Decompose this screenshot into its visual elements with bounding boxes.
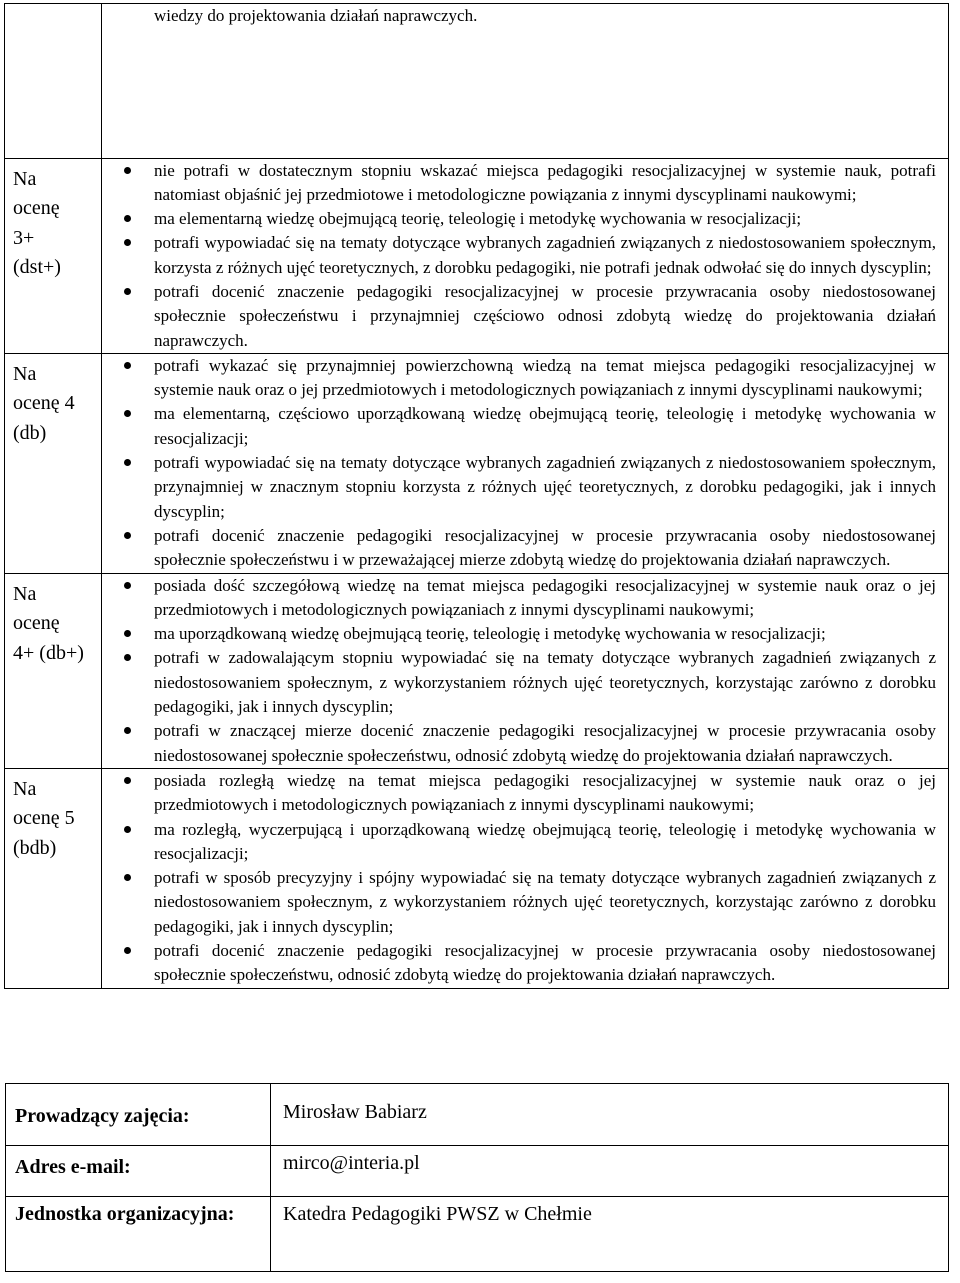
grade-label (5, 353, 102, 573)
grade-label-line (13, 10, 97, 40)
grade-label (5, 573, 102, 768)
grade-label (5, 4, 102, 159)
grade-label-line: (bdb) (13, 836, 57, 859)
criteria-list (102, 159, 936, 353)
grading-criteria-table (4, 3, 949, 989)
grade-label-line: ocenę 4 (13, 392, 75, 415)
grade-criteria (102, 158, 949, 353)
grade-label-line: ocenę 5 (13, 807, 75, 830)
criteria-list (102, 769, 936, 988)
grade-row (5, 353, 949, 573)
course-info-table (5, 1083, 949, 1272)
grade-label-line: 3+ (13, 226, 35, 249)
grade-label-line (13, 69, 97, 99)
grade-label-line: Na (13, 777, 37, 800)
criteria-item: potrafi w sposób precyzyjny i spójny wypowiadać się na tematy dotyczące wybranych zagadnień związanych z niedostosowaniem społecznym, z wykorzystaniem różnych ujęć teoretycznych, korzystając zarówno z dorobku pedagogiki, jak i innych dyscyplin; (102, 866, 936, 939)
unit-value: Katedra Pedagogiki PWSZ w Chełmie (271, 1197, 949, 1272)
grade-row (5, 573, 949, 768)
grade-label-line (13, 128, 97, 158)
criteria-item: potrafi docenić znaczenie pedagogiki resocjalizacyjnej w procesie przywracania osoby niedostosowanej społecznie społeczeństwu, odnosić zdobytą wiedzę do projektowania działań naprawczych. (102, 939, 936, 988)
grade-criteria (102, 768, 949, 988)
grade-label-line: 4+ (db+) (13, 641, 84, 664)
criteria-item: potrafi wykazać się przynajmniej powierzchowną wiedzą na temat miejsca pedagogiki resocjalizacyjnej w systemie nauk oraz o jej przedmiotowych i metodologicznych powiązaniach z innymi dyscyplinami naukowymi; (102, 354, 936, 403)
criteria-item: potrafi wypowiadać się na tematy dotyczące wybranych zagadnień związanych z niedostosowaniem społecznym, przynajmniej w znacznym stopniu korzysta z różnych ujęć teoretycznych, z dorobku pedagogiki, jak i innych dyscyplin; (102, 451, 936, 524)
grade-label-line: Na (13, 582, 37, 605)
criteria-item: ma rozległą, wyczerpującą i uporządkowaną wiedzę obejmującą teorię, teleologię i metodykę wychowania w resocjalizacji; (102, 818, 936, 867)
grade-label-line: (dst+) (13, 256, 61, 278)
grade-label (5, 768, 102, 988)
criteria-item: posiada dość szczegółową wiedzę na temat miejsca pedagogiki resocjalizacyjnej w systemie nauk oraz o jej przedmiotowych i metodologicznych powiązaniach z innymi dyscyplinami naukowymi; (102, 574, 936, 623)
criteria-item: posiada rozległą wiedzę na temat miejsca pedagogiki resocjalizacyjnej w systemie nauk oraz o jej przedmiotowych i metodologicznych powiązaniach z innymi dyscyplinami naukowymi; (102, 769, 936, 818)
unit-label: Jednostka organizacyjna: (6, 1197, 271, 1272)
email-value[interactable]: mirco@interia.pl (271, 1146, 949, 1197)
criteria-item: potrafi wypowiadać się na tematy dotyczące wybranych zagadnień związanych z niedostosowaniem społecznym, korzysta z różnych ujęć teoretycznych, z dorobku pedagogiki, nie potrafi jednak odwołać się do innych dyscyplin; (102, 231, 936, 280)
criteria-item: potrafi docenić znaczenie pedagogiki resocjalizacyjnej w procesie przywracania osoby niedostosowanej społecznie społeczeństwu i przynajmniej częściowo odnosi zdobytą wiedzę do projektowania działań naprawczych. (102, 280, 936, 353)
criteria-item: potrafi docenić znaczenie pedagogiki resocjalizacyjnej w procesie przywracania osoby niedostosowanej społecznie społeczeństwu i w przeważającej mierze zdobytą wiedzę do projektowania działań naprawczych. (102, 524, 936, 573)
criteria-list (102, 354, 936, 573)
unit-row (6, 1197, 949, 1272)
grade-row (5, 158, 949, 353)
continued-text: wiedzy do projektowania działań naprawczych. (154, 6, 478, 25)
grade-criteria (102, 4, 949, 159)
grade-label-line: Na (13, 362, 37, 385)
email-row (6, 1146, 949, 1197)
criteria-item: ma uporządkowaną wiedzę obejmującą teorię, teleologię i metodykę wychowania w resocjalizacji; (102, 622, 936, 646)
criteria-item: potrafi w znaczącej mierze docenić znaczenie pedagogiki resocjalizacyjnej w procesie przywracania osoby niedostosowanej społecznie społeczeństwu, odnosić zdobytą wiedzę do projektowania działań naprawczych. (102, 719, 936, 768)
criteria-list (102, 574, 936, 768)
grade-label-line (13, 40, 97, 70)
criteria-item: potrafi w zadowalającym stopniu wypowiadać się na tematy dotyczące wybranych zagadnień związanych z niedostosowaniem społecznym, z wykorzystaniem różnych ujęć teoretycznych, korzystając zarówno z dorobku pedagogiki, jak i innych dyscyplin; (102, 646, 936, 719)
grade-label-line: (db) (13, 421, 47, 444)
criteria-item: nie potrafi w dostatecznym stopniu wskazać miejsca pedagogiki resocjalizacyjnej w systemie nauk, potrafi natomiast objaśnić jej przedmiotowe i metodologiczne powiązania z innymi dyscyplinami naukowymi; (102, 159, 936, 208)
lecturer-name: Mirosław Babiarz (271, 1084, 949, 1146)
lecturer-label: Prowadzący zajęcia: (6, 1084, 271, 1146)
grade-label-line (13, 99, 97, 129)
criteria-item: ma elementarną wiedzę obejmującą teorię, teleologię i metodykę wychowania w resocjalizacji; (102, 207, 936, 231)
email-label: Adres e-mail: (6, 1146, 271, 1197)
lecturer-row (6, 1084, 949, 1146)
grade-label-line: ocenę (13, 612, 60, 635)
criteria-item: ma elementarną, częściowo uporządkowaną wiedzę obejmującą teorię, teleologię i metodykę wychowania w resocjalizacji; (102, 402, 936, 451)
grade-row (5, 768, 949, 988)
grade-label-line: Na (13, 167, 37, 190)
grade-criteria (102, 353, 949, 573)
grade-label-line: ocenę (13, 197, 60, 219)
grade-row (5, 4, 949, 159)
grade-criteria (102, 573, 949, 768)
grade-label (5, 158, 102, 353)
